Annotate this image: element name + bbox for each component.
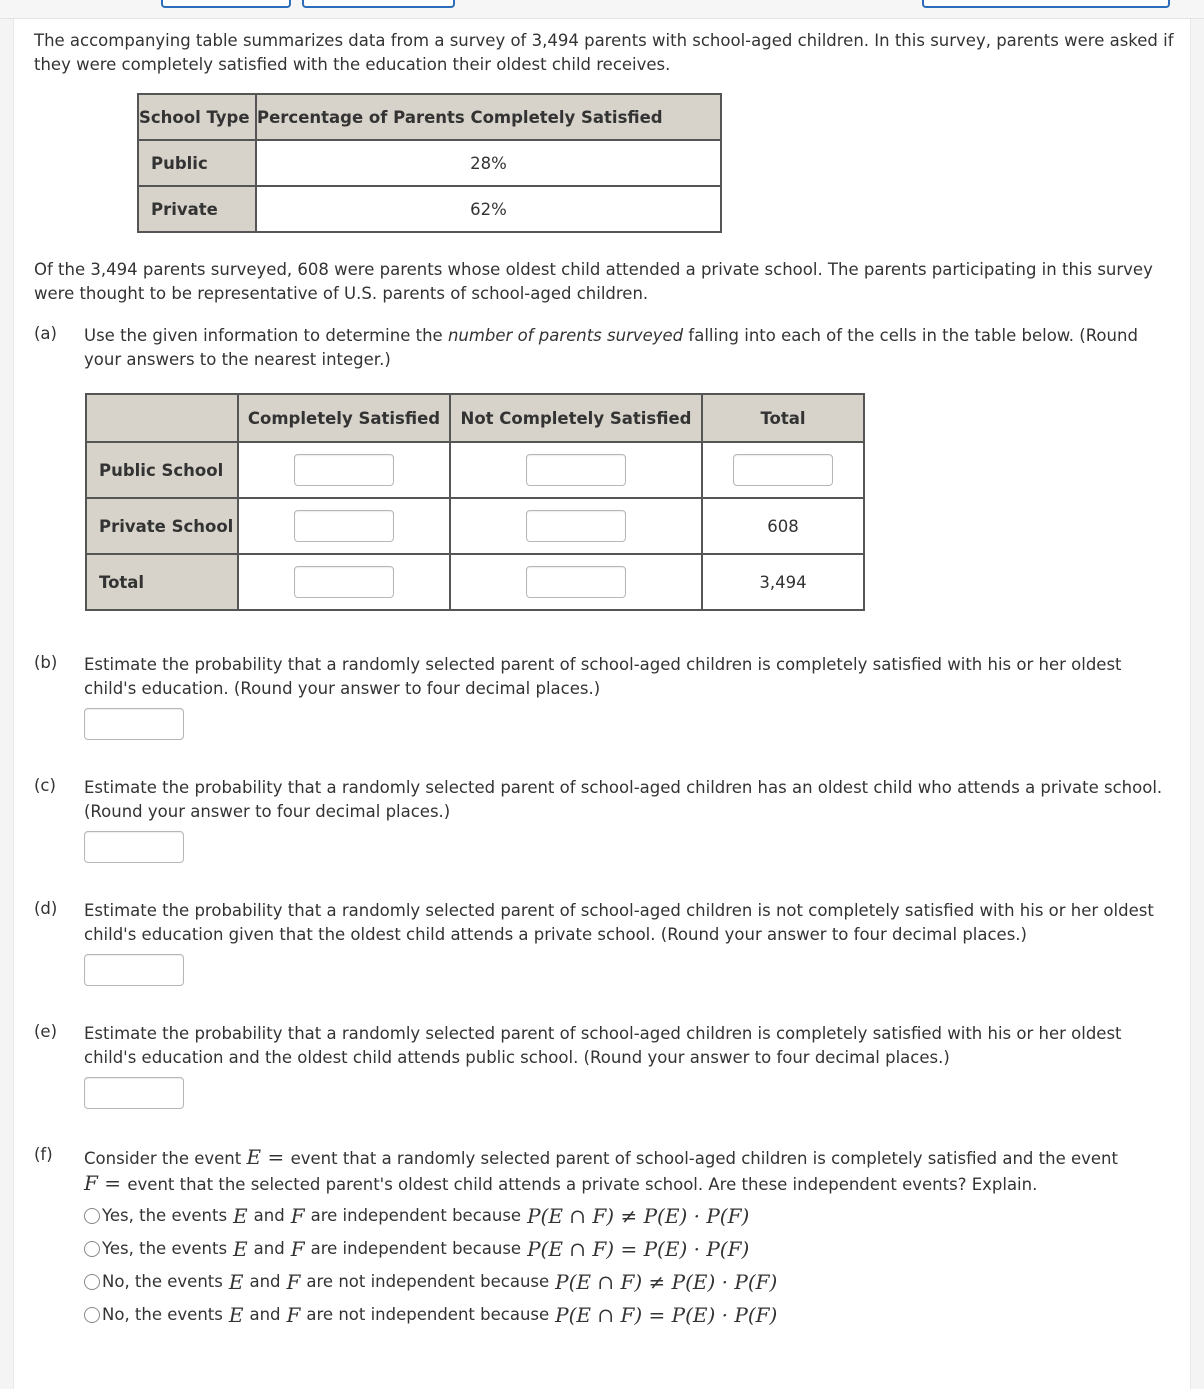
toolbar-button-1[interactable] <box>161 0 291 8</box>
toolbar-button-3[interactable] <box>922 0 1170 8</box>
option-2-and: and <box>253 1239 285 1258</box>
part-a-text-before: Use the given information to determine the <box>84 326 448 345</box>
answer-input-e[interactable] <box>84 1077 184 1109</box>
answer-input-c[interactable] <box>84 831 184 863</box>
option-3-formula: P(E ∩ F) ≠ P(E) · P(F) <box>555 1270 778 1294</box>
option-3[interactable] <box>84 1267 777 1297</box>
event-e-symbol: E <box>246 1145 262 1169</box>
part-f-label: (f) <box>34 1145 53 1164</box>
event-e-symbol: E <box>233 1237 248 1261</box>
part-e-text: Estimate the probability that a randomly selected parent of school-aged children is completely satisfied with his or her oldest child's education and the oldest child attends public school. (Round your answer to four decimal places.) <box>84 1024 1122 1067</box>
row-label-private: Private <box>138 186 256 232</box>
row-label-public: Public <box>138 140 256 186</box>
part-f-intro: Consider the event <box>84 1149 247 1168</box>
radio-option-1[interactable] <box>84 1208 100 1224</box>
part-c-text: Estimate the probability that a randomly selected parent of school-aged children has an oldest child who attends a private school. (Round your answer to four decimal places.) <box>84 778 1163 821</box>
row-label-public-school: Public School <box>86 442 238 498</box>
header-completely-satisfied: Completely Satisfied <box>238 394 450 442</box>
header-blank <box>86 394 238 442</box>
option-2-prefix: Yes, the events <box>102 1239 228 1258</box>
input-total-not-satisfied[interactable] <box>526 566 626 598</box>
option-1-relation: ≠ <box>620 1204 638 1228</box>
header-not-completely-satisfied: Not Completely Satisfied <box>450 394 702 442</box>
question-page <box>13 19 1191 1389</box>
part-a-text <box>84 324 1174 372</box>
input-total-satisfied[interactable] <box>294 566 394 598</box>
part-b-label: (b) <box>34 653 58 672</box>
answer-input-d[interactable] <box>84 954 184 986</box>
event-f-description: event that the selected parent's oldest child attends a private school. Are these independent events? Explain. <box>127 1175 1038 1194</box>
option-2-formula: P(E ∩ F) = P(E) · P(F) <box>527 1237 750 1261</box>
event-e-symbol: E <box>228 1303 244 1327</box>
option-2[interactable] <box>84 1234 749 1264</box>
top-toolbar <box>0 0 1204 19</box>
private-total-value: 608 <box>702 498 864 554</box>
option-4-reason: are not independent because <box>306 1305 550 1324</box>
equals-sign: = <box>97 1171 128 1195</box>
radio-option-2[interactable] <box>84 1241 100 1257</box>
event-f-symbol: F <box>84 1171 98 1195</box>
intro-text: The accompanying table summarizes data from a survey of 3,494 parents with school-aged children. In this survey, parents were asked if they were completely satisfied with the education their oldest child receives. <box>34 31 1174 74</box>
toolbar-button-2[interactable] <box>302 0 455 8</box>
option-3-reason: are not independent because <box>306 1272 550 1291</box>
row-label-private-school: Private School <box>86 498 238 554</box>
option-1-prefix: Yes, the events <box>102 1206 228 1225</box>
event-e-symbol: E <box>228 1270 244 1294</box>
option-2-relation: = <box>620 1237 638 1261</box>
option-1-and: and <box>253 1206 285 1225</box>
event-f-symbol: F <box>286 1270 301 1294</box>
option-3-prefix: No, the events <box>102 1272 223 1291</box>
option-4-relation: = <box>648 1303 666 1327</box>
row-label-total: Total <box>86 554 238 610</box>
input-public-total[interactable] <box>733 454 833 486</box>
part-e-label: (e) <box>34 1022 58 1041</box>
count-table <box>85 393 865 611</box>
option-3-relation: ≠ <box>648 1270 666 1294</box>
header-school-type: School Type <box>138 94 256 140</box>
value-private: 62% <box>256 186 721 232</box>
input-public-not-satisfied[interactable] <box>526 454 626 486</box>
part-d-label: (d) <box>34 899 58 918</box>
option-4-and: and <box>249 1305 281 1324</box>
event-e-symbol: E <box>233 1204 248 1228</box>
radio-option-4[interactable] <box>84 1307 100 1323</box>
option-1[interactable] <box>84 1201 749 1231</box>
answer-input-b[interactable] <box>84 708 184 740</box>
option-1-formula: P(E ∩ F) ≠ P(E) · P(F) <box>527 1204 750 1228</box>
part-c-label: (c) <box>34 776 56 795</box>
value-public: 28% <box>256 140 721 186</box>
input-private-satisfied[interactable] <box>294 510 394 542</box>
input-public-satisfied[interactable] <box>294 454 394 486</box>
part-a-label: (a) <box>34 324 57 343</box>
option-4-formula: P(E ∩ F) = P(E) · P(F) <box>555 1303 778 1327</box>
event-f-symbol: F <box>286 1303 301 1327</box>
part-b-text: Estimate the probability that a randomly selected parent of school-aged children is completely satisfied with his or her oldest child's education. (Round your answer to four decimal places.) <box>84 655 1122 698</box>
part-a-text-after: falling into each of the cells in the table below. (Round your answers to the nearest integer.) <box>84 326 1138 369</box>
equals-sign: = <box>261 1145 291 1169</box>
option-1-reason: are independent because <box>310 1206 522 1225</box>
header-total: Total <box>702 394 864 442</box>
event-f-symbol: F <box>290 1237 305 1261</box>
part-a-text-italic: number of parents surveyed <box>447 326 684 345</box>
option-4[interactable] <box>84 1300 777 1330</box>
grand-total-value: 3,494 <box>702 554 864 610</box>
option-2-reason: are independent because <box>310 1239 522 1258</box>
input-private-not-satisfied[interactable] <box>526 510 626 542</box>
satisfaction-table <box>137 93 722 233</box>
option-3-and: and <box>249 1272 281 1291</box>
context-text: Of the 3,494 parents surveyed, 608 were parents whose oldest child attended a private school. The parents participating in this survey were thought to be representative of U.S. parents of school-aged children. <box>34 260 1153 303</box>
part-d-text: Estimate the probability that a randomly selected parent of school-aged children is not completely satisfied with his or her oldest child's education given that the oldest child attends a private school. (Round your answer to four decimal places.) <box>84 901 1154 944</box>
event-f-symbol: F <box>290 1204 305 1228</box>
option-4-prefix: No, the events <box>102 1305 223 1324</box>
header-percentage: Percentage of Parents Completely Satisfied <box>256 94 721 140</box>
part-f-text <box>84 1145 1174 1197</box>
radio-option-3[interactable] <box>84 1274 100 1290</box>
event-e-description: event that a randomly selected parent of school-aged children is completely satisfied and the event <box>290 1149 1118 1168</box>
